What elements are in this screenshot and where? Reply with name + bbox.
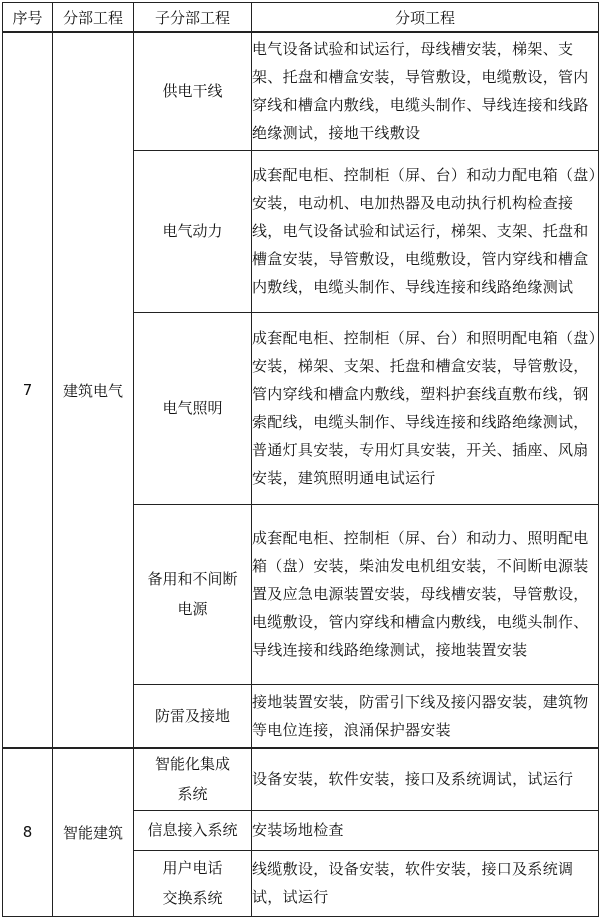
header-division: 分部工程: [53, 3, 134, 33]
items-text: 成套配电柜、控制柜（屏、台）和动力配电箱（盘）安装，电动机、电加热器及电动执行机构检查接线，电气设备试验和试运行，梯架、支架、托盘和槽盒安装，导管敷设，电缆敷设，管内穿线和槽盒内敷线，电缆头制作、导线连接和线路绝缘测试: [252, 166, 597, 296]
items-cell: [252, 684, 599, 748]
division-cell-electrical: 建筑电气: [53, 32, 134, 748]
items-text: 电气设备试验和试运行，母线槽安装，梯架、支架、托盘和槽盒安装，导管敷设，电缆敷设，管内穿线和槽盒内敷线，电缆头制作、导线连接和线路绝缘测试，接地干线敷设: [252, 40, 589, 143]
subdivision-cell: 电气动力: [134, 150, 252, 312]
subdivision-text: 智能化集成系统: [154, 755, 230, 804]
header-no: 序号: [3, 3, 53, 33]
items-cell: [252, 504, 599, 684]
items-cell: [252, 32, 599, 150]
items-cell: [252, 748, 599, 810]
subdivision-cell: 防雷及接地: [134, 684, 252, 748]
items-text: 线缆敷设，设备安装，软件安装，接口及系统调试，试运行: [252, 860, 574, 906]
items-text: 设备安装，软件安装，接口及系统调试，试运行: [252, 770, 574, 789]
subdivision-text: 用户电话交换系统: [162, 859, 223, 907]
items-text: 接地装置安装，防雷引下线及接闪器安装，建筑物等电位连接，浪涌保护器安装: [252, 692, 589, 739]
division-cell-intelligent: 智能建筑: [53, 748, 134, 916]
header-row: [3, 3, 599, 33]
subdivision-cell: 信息接入系统: [134, 810, 252, 850]
items-cell: [252, 810, 599, 850]
header-items: 分项工程: [252, 3, 599, 33]
subdivision-cell: [134, 748, 252, 810]
header-subdivision: 子分部工程: [134, 3, 252, 33]
subdivision-cell: 电气照明: [134, 312, 252, 504]
row-number-8: 8: [3, 748, 53, 916]
row-number-7: 7: [3, 32, 53, 748]
subdivision-cell: [134, 850, 252, 916]
items-cell: [252, 312, 599, 504]
subdivision-cell: [134, 504, 252, 684]
subdivision-text: 备用和不间断电源: [147, 570, 238, 618]
items-cell: [252, 150, 599, 312]
items-text: 安装场地检查: [252, 821, 344, 839]
table-row: [3, 32, 599, 150]
items-cell: [252, 850, 599, 916]
items-text: 成套配电柜、控制柜（屏、台）和照明配电箱（盘）安装，梯架、支架、托盘和槽盒安装，导管敷设，管内穿线和槽盒内敷线，塑料护套线直敷布线，钢索配线，电缆头制作、导线连接和线路绝缘测试，普通灯具安装，专用灯具安装，开关、插座、风扇安装，建筑照明通电试运行: [252, 329, 597, 487]
engineering-division-table: [2, 2, 599, 917]
subdivision-cell: 供电干线: [134, 32, 252, 150]
items-text: 成套配电柜、控制柜（屏、台）和动力、照明配电箱（盘）安装，柴油发电机组安装，不间断电源装置及应急电源装置安装，母线槽安装，导管敷设，电缆敷设，管内穿线和槽盒内敷线，电缆头制作、导线连接和线路绝缘测试，接地装置安装: [252, 529, 589, 659]
table-row: [3, 748, 599, 810]
